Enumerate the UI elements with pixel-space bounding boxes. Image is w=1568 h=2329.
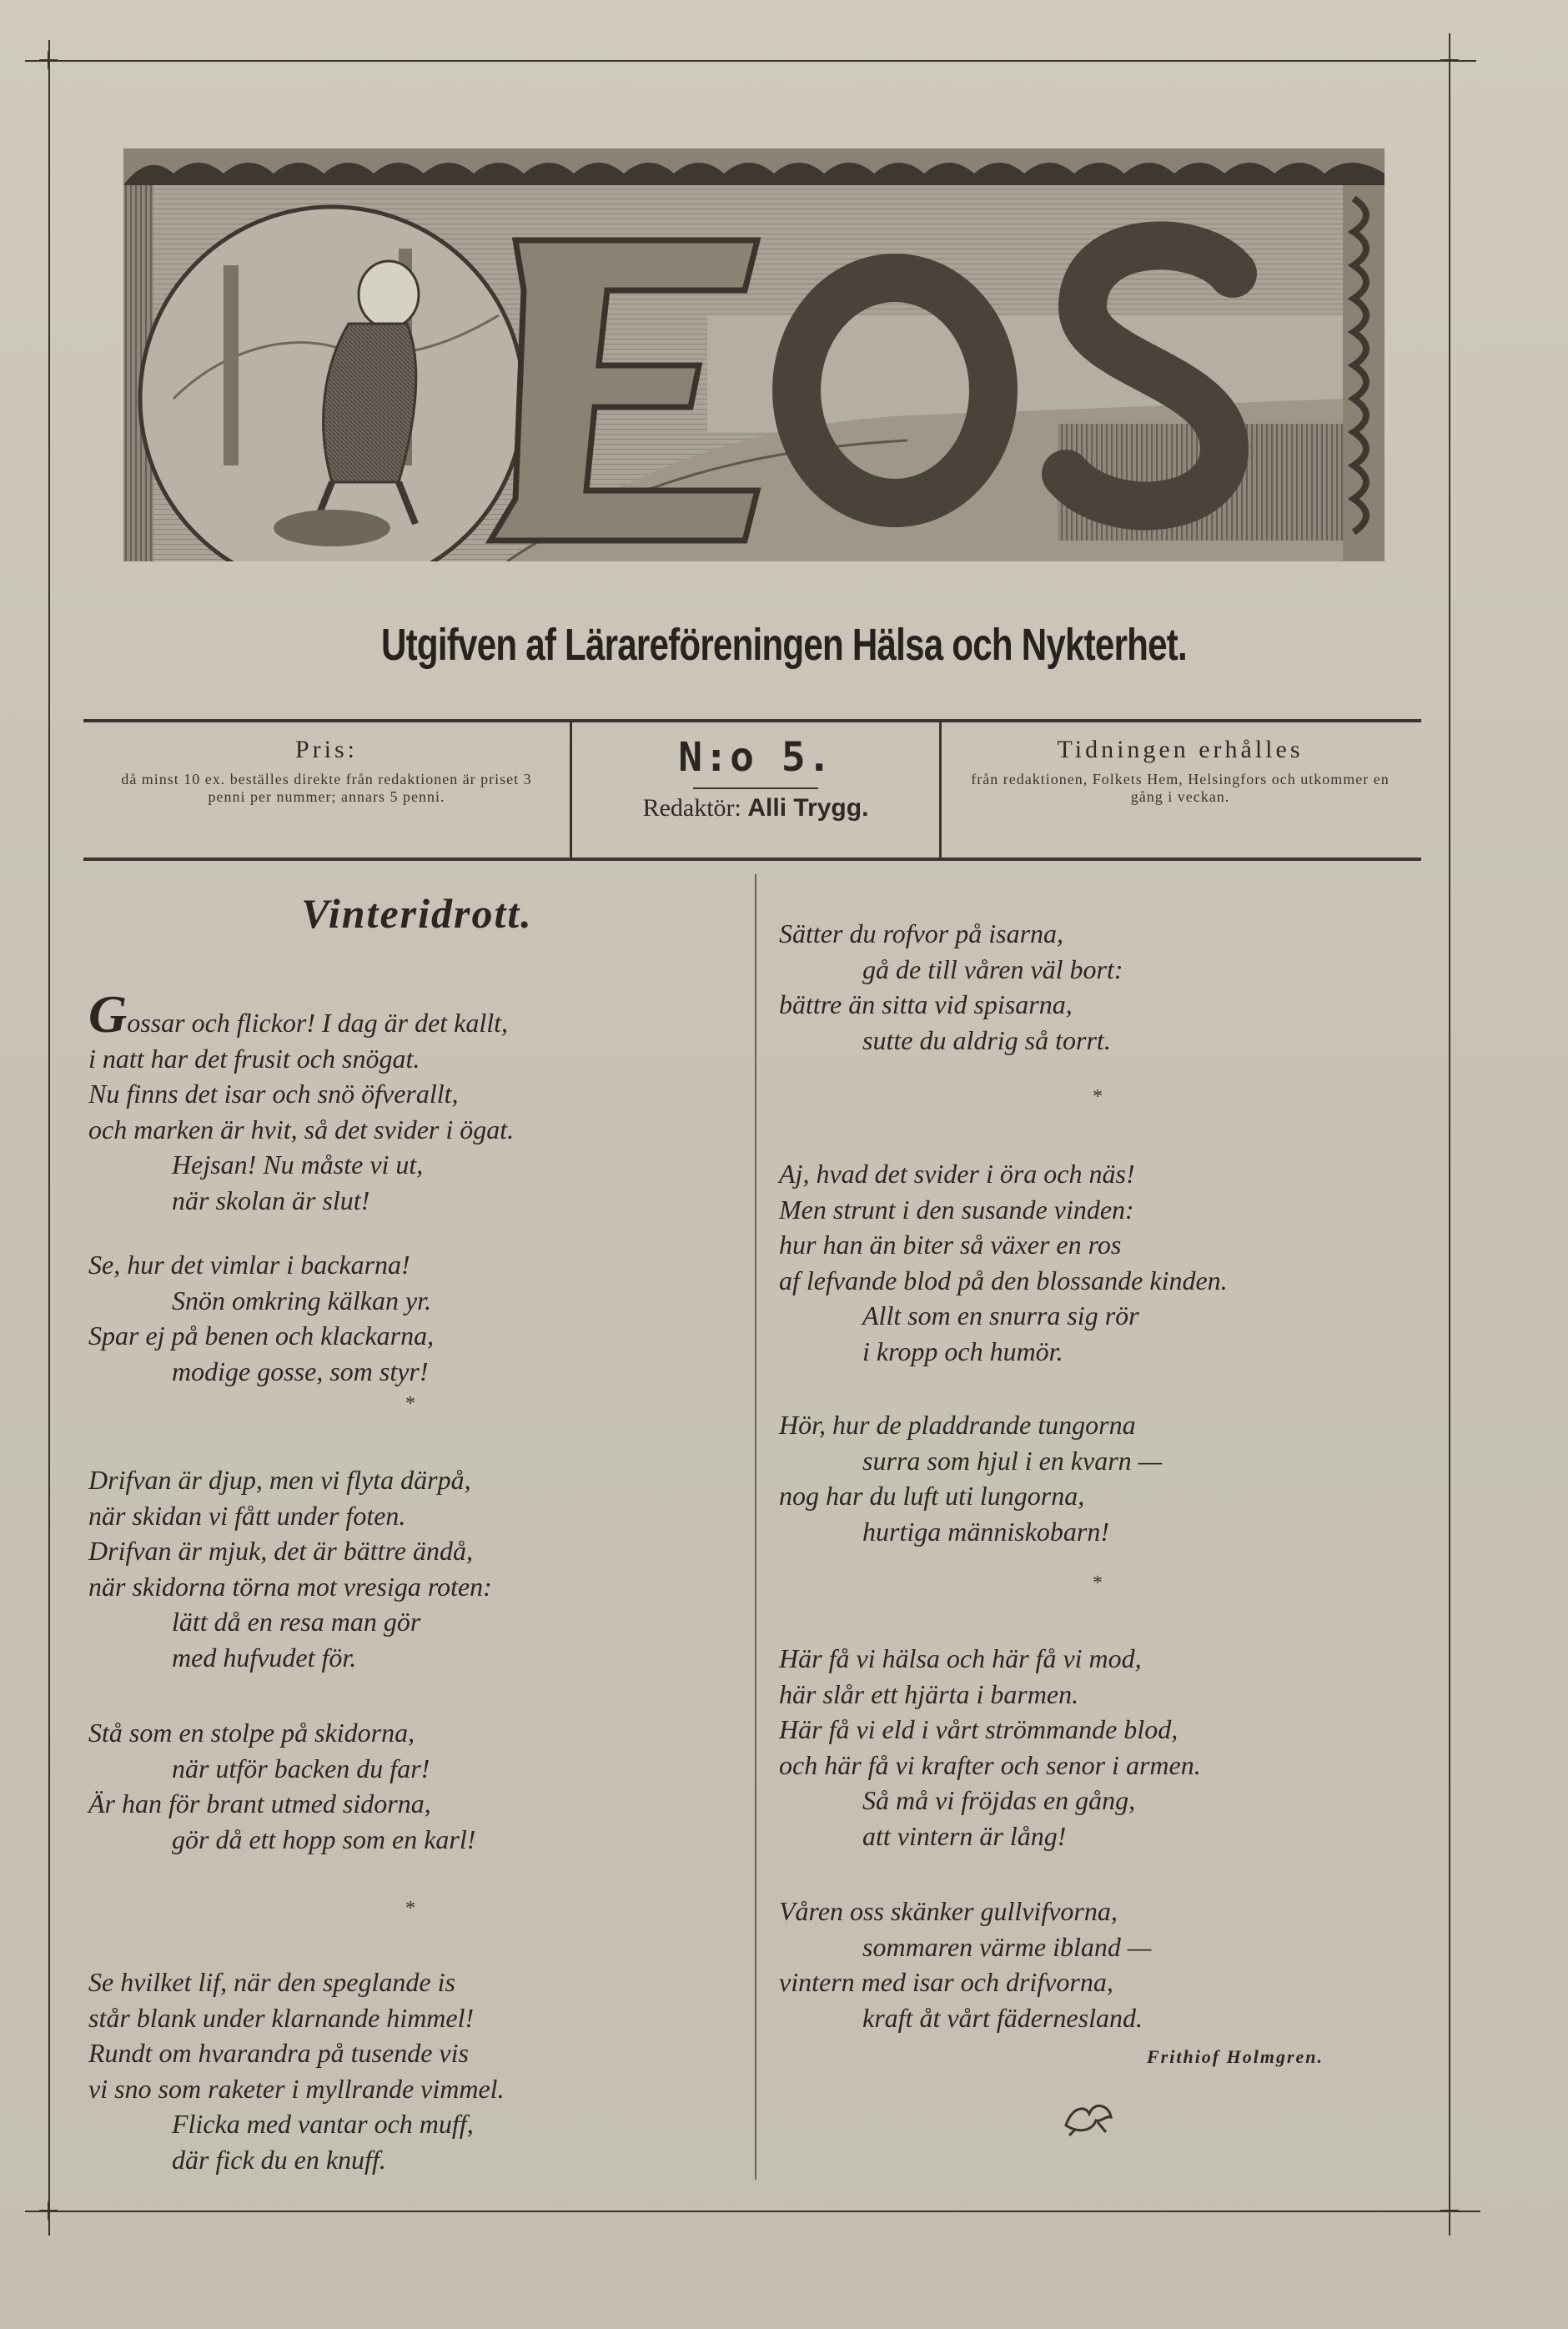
- poem-line: Drifvan är mjuk, det är bättre ändå,: [88, 1536, 473, 1566]
- info-band: [83, 719, 1421, 861]
- publication-subtitle: Utgifven af Lärareföreningen Hälsa och Nykterhet.: [381, 620, 1187, 670]
- poem-line: Här få vi eld i vårt strömmande blod,: [779, 1714, 1179, 1744]
- poem-line: Sätter du rofvor på isarna,: [779, 918, 1064, 948]
- poem-line: Men strunt i den susande vinden:: [779, 1194, 1134, 1225]
- poem-line: Våren oss skänker gullvifvorna,: [779, 1896, 1118, 1926]
- poem-line: att vintern är lång!: [862, 1820, 1067, 1851]
- right-stanza: [779, 1641, 1201, 1854]
- poem-line: Aj, hvad det svider i öra och näs!: [779, 1159, 1135, 1189]
- poem-line: Allt som en snurra sig rör: [862, 1300, 1139, 1330]
- poem-line: där fick du en knuff.: [172, 2144, 386, 2175]
- poem-line: Så må vi fröjdas en gång,: [862, 1785, 1136, 1815]
- right-frame-rule: [1449, 33, 1450, 2236]
- poem-line: Spar ej på benen och klackarna,: [88, 1320, 435, 1351]
- poem-line: Är han för brant utmed sidorna,: [88, 1788, 431, 1818]
- issue-number: N:o 5.: [678, 734, 833, 781]
- top-frame-rule: [25, 60, 1476, 62]
- poem-line: Se, hur det vimlar i backarna!: [88, 1250, 410, 1280]
- stanza-separator: *: [405, 1393, 415, 1415]
- poem-line: gå de till våren väl bort:: [862, 953, 1123, 984]
- poem-author: Frithiof Holmgren.: [1147, 2046, 1324, 2067]
- poem-title: Vinteridrott.: [301, 890, 533, 937]
- left-frame-rule: [48, 40, 50, 2236]
- poem-line: och här få vi krafter och senor i armen.: [779, 1749, 1201, 1780]
- poem-line: när skidan vi fått under foten.: [88, 1500, 406, 1531]
- right-stanza: [779, 916, 1123, 1058]
- poem-line: med hufvudet för.: [172, 1642, 357, 1673]
- right-stanza: [779, 1156, 1228, 1369]
- right-stanza: [779, 1894, 1151, 2035]
- poem-line: surra som hjul i en kvarn —: [862, 1445, 1163, 1476]
- poem-line: nog har du luft uti lungorna,: [779, 1481, 1085, 1511]
- poem-line: Nu finns det isar och snö öfverallt,: [88, 1079, 459, 1109]
- poem-line: modige gosse, som styr!: [172, 1356, 429, 1386]
- editor-name: Alli Trygg.: [747, 794, 869, 822]
- poem-line: sutte du aldrig så torrt.: [862, 1024, 1111, 1055]
- issue-box: [570, 722, 942, 858]
- issue-divider: [693, 787, 818, 789]
- poem-line: Här få vi hälsa och här få vi mod,: [779, 1643, 1142, 1673]
- bottom-frame-rule: [25, 2211, 1480, 2212]
- corner-mark: [1440, 2201, 1459, 2220]
- poem-line: kraft åt vårt fädernesland.: [862, 2002, 1143, 2033]
- editor-label: Redaktör:: [642, 794, 741, 822]
- poem-line: i kropp och humör.: [862, 1336, 1063, 1366]
- poem-line: [88, 984, 514, 1044]
- poem-line: hurtiga människobarn!: [862, 1516, 1109, 1547]
- left-stanza: [88, 984, 515, 1218]
- left-stanza: [88, 1462, 492, 1675]
- poem-line: när skolan är slut!: [172, 1185, 370, 1215]
- column-divider: [755, 874, 756, 2180]
- editor-line: [572, 794, 939, 822]
- poem-line: står blank under klarnande himmel!: [88, 2002, 475, 2033]
- poem-line: när skidorna törna mot vresiga roten:: [88, 1571, 492, 1602]
- availability-heading: Tidningen erhålles: [1057, 736, 1304, 763]
- masthead-illustration: [123, 148, 1385, 561]
- stanza-separator: *: [1093, 1086, 1103, 1108]
- stanza-separator: *: [405, 1898, 415, 1919]
- right-stanza: [779, 1407, 1162, 1549]
- poem-line: vintern med isar och drifvorna,: [779, 1967, 1113, 1997]
- price-text: då minst 10 ex. beställes direkte från redaktionen är priset 3 penni per nummer; annars 5 penni.: [121, 771, 532, 805]
- left-stanza: [88, 1964, 505, 2177]
- left-stanza: [88, 1247, 434, 1389]
- ornament-icon: [1059, 2092, 1118, 2139]
- poem-line: Se hvilket lif, när den speglande is: [88, 1967, 455, 1997]
- poem-line: sommaren värme ibland —: [862, 1931, 1152, 1962]
- poem-line: lätt då en resa man gör: [172, 1607, 421, 1637]
- poem-line: Hör, hur de pladdrande tungorna: [779, 1410, 1136, 1440]
- stanza-separator: *: [1093, 1572, 1103, 1594]
- poem-line: Drifvan är djup, men vi flyta därpå,: [88, 1465, 471, 1495]
- corner-mark: [39, 51, 58, 69]
- poem-line: Rundt om hvarandra på tusende vis: [88, 2038, 469, 2068]
- poem-line: Hejsan! Nu måste vi ut,: [172, 1149, 424, 1180]
- poem-line: och marken är hvit, så det svider i ögat.: [88, 1114, 515, 1144]
- poem-line: här slår ett hjärta i barmen.: [779, 1678, 1079, 1709]
- poem-line: vi sno som raketer i myllrande vimmel.: [88, 2073, 505, 2104]
- corner-mark: [39, 2201, 58, 2220]
- poem-line: Snön omkring kälkan yr.: [172, 1285, 432, 1315]
- left-stanza: [88, 1715, 475, 1857]
- corner-mark: [1440, 51, 1459, 69]
- drop-cap: G: [88, 984, 128, 1044]
- price-heading: Pris:: [294, 736, 359, 763]
- poem-line: i natt har det frusit och snögat.: [88, 1043, 420, 1074]
- poem-line: af lefvande blod på den blossande kinden.: [779, 1265, 1228, 1295]
- poem-line: gör då ett hopp som en karl!: [172, 1823, 476, 1854]
- poem-line: bättre än sitta vid spisarna,: [779, 989, 1073, 1019]
- poem-line: Flicka med vantar och muff,: [172, 2109, 474, 2139]
- poem-line-rest: ossar och flickor! I dag är det kallt,: [127, 1008, 509, 1038]
- poem-line: hur han än biter så växer en ros: [779, 1230, 1122, 1260]
- availability-box: [939, 722, 1421, 858]
- poem-line: när utför backen du far!: [172, 1753, 430, 1783]
- poem-line: Stå som en stolpe på skidorna,: [88, 1718, 415, 1748]
- price-box: [83, 722, 570, 858]
- availability-text: från redaktionen, Folkets Hem, Helsingfors och utkommer en gång i veckan.: [971, 771, 1390, 805]
